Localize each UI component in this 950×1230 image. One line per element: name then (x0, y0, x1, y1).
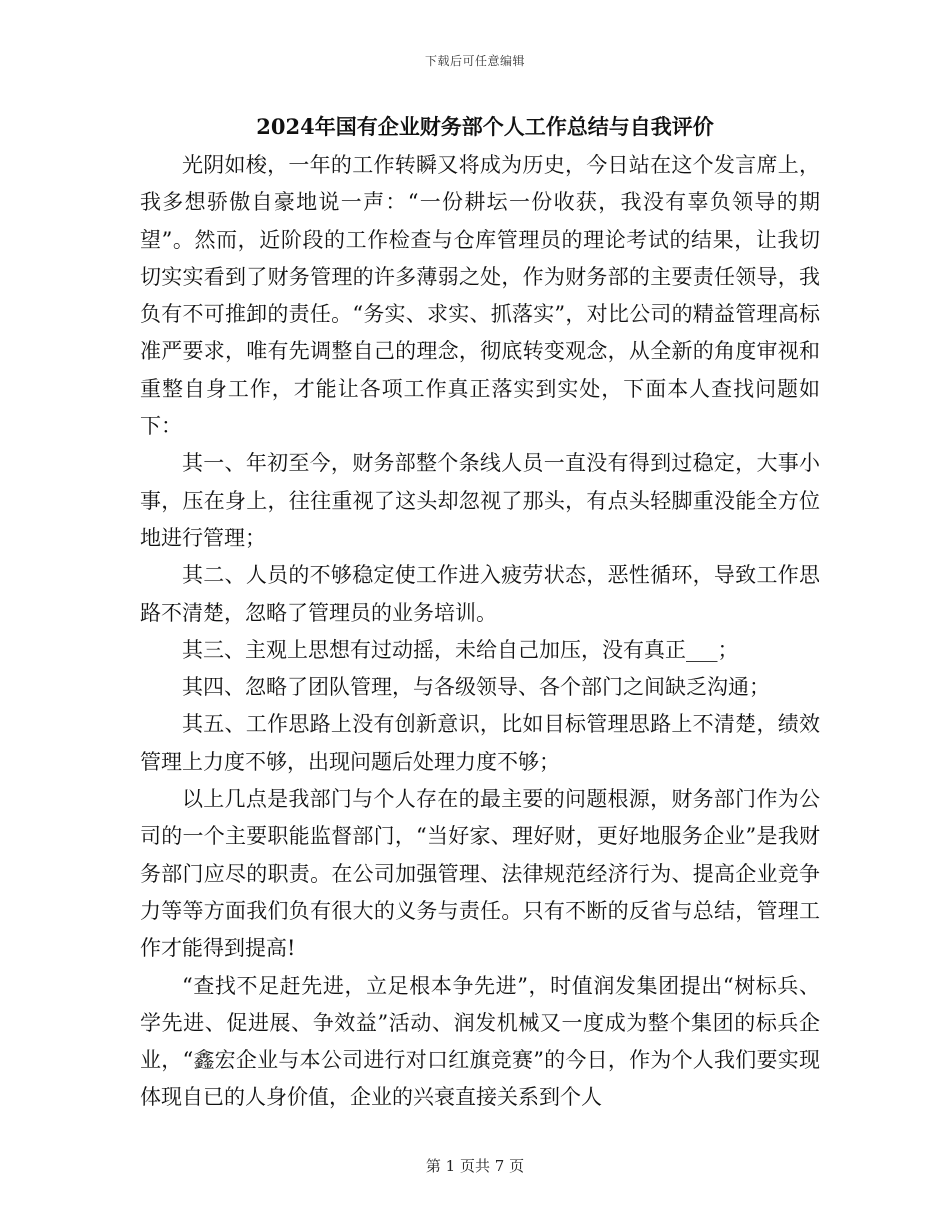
paragraph: 以上几点是我部门与个人存在的最主要的问题根源，财务部门作为公司的一个主要职能监督部门，“当好家、理好财，更好地服务企业”是我财务部门应尽的职责。在公司加强管理、法律规范经济行为、提高企业竞争力等等方面我们负有很大的义务与责任。只有不断的反省与总结，管理工作才能得到提高! (140, 787, 820, 961)
paragraph: “查找不足赶先进，立足根本争先进”，时值润发集团提出“树标兵、学先进、促进展、争效益”活动、润发机械又一度成为整个集团的标兵企业，“鑫宏企业与本公司进行对口红旗竞赛”的今日，作为个人我们要实现体现自已的人身价值，企业的兴衰直接关系到个人 (140, 973, 820, 1110)
page-number: 第 1 页共 7 页 (425, 1157, 525, 1175)
paragraph: 光阴如梭，一年的工作转瞬又将成为历史，今日站在这个发言席上，我多想骄傲自豪地说一声：“一份耕坛一份收获，我没有辜负领导的期望”。然而，近阶段的工作检查与仓库管理员的理论考试的结果，让我切切实实看到了财务管理的许多薄弱之处，作为财务部的主要责任领导，我负有不可推卸的责任。“务实、求实、抓落实”，对比公司的精益管理高标准严要求，唯有先调整自己的理念，彻底转变观念，从全新的角度审视和重整自身工作，才能让各项工作真正落实到实处，下面本人查找问题如下： (140, 153, 820, 439)
paragraph: 其一、年初至今，财务部整个条线人员一直没有得到过稳定，大事小事，压在身上，往往重视了这头却忽视了那头，有点头轻脚重没能全方位地进行管理； (140, 451, 820, 550)
paragraph: 其五、工作思路上没有创新意识，比如目标管理思路上不清楚，绩效管理上力度不够，出现问题后处理力度不够； (140, 712, 820, 774)
paragraph: 其四、忽略了团队管理，与各级领导、各个部门之间缺乏沟通； (182, 675, 770, 700)
paragraph: 其三、主观上思想有过动摇，未给自己加压，没有真正___； (182, 637, 739, 662)
paragraph: 其二、人员的不够稳定使工作进入疲劳状态，恶性循环，导致工作思路不清楚，忽略了管理员的业务培训。 (140, 563, 820, 625)
header-note: 下载后可任意编辑 (424, 54, 525, 68)
document-title: 2024年国有企业财务部个人工作总结与自我评价 (256, 114, 714, 139)
document-body (140, 147, 820, 1117)
